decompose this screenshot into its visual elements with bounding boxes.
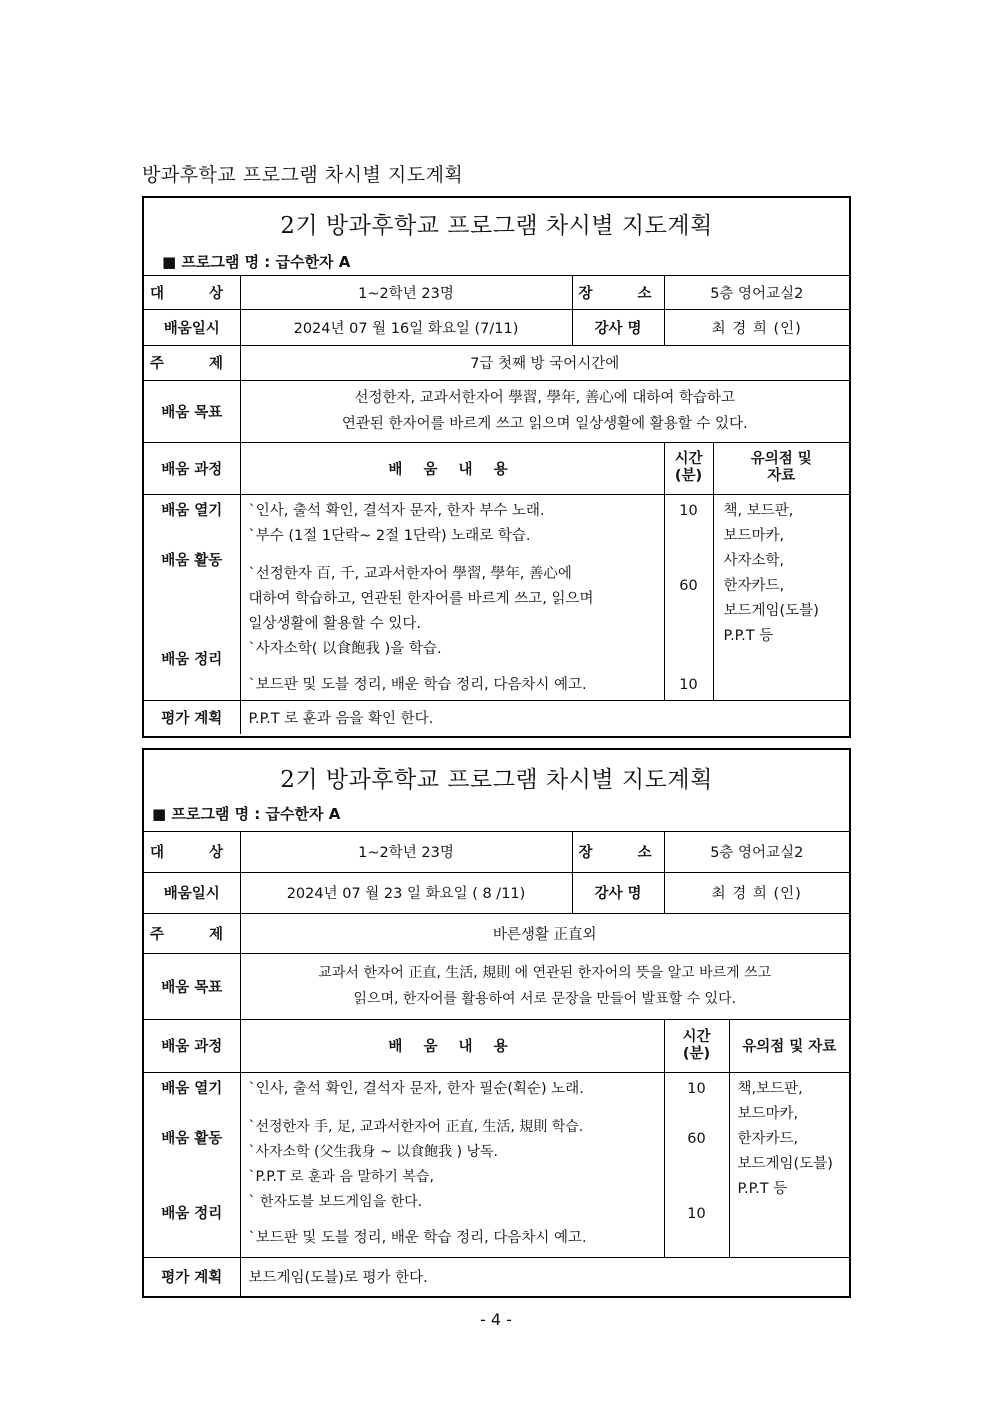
- time-label-line: (분): [682, 1045, 711, 1062]
- teacher-label: 강사 명: [572, 872, 664, 913]
- goal-value: [240, 380, 849, 442]
- content-line: 일상생활에 활용할 수 있다.: [248, 615, 422, 632]
- material-item: P.P.T 등: [737, 1180, 788, 1197]
- process-label: 배움 과정: [144, 1019, 240, 1072]
- notes-label-line: 유의점 및 자료: [742, 1039, 837, 1055]
- material-item: P.P.T 등: [723, 627, 774, 644]
- material-item: 한자카드,: [737, 1130, 799, 1147]
- content-line: `부수 (1절 1단락~ 2절 1단락) 노래로 학습.: [248, 527, 531, 544]
- target-value: 1~2학년 23명: [240, 832, 572, 872]
- time-value: 60: [679, 577, 698, 594]
- phase-contents: [240, 494, 664, 700]
- goal-line: 연관된 한자어를 바르게 쓰고 읽으며 일상생활에 활용할 수 있다.: [341, 416, 748, 432]
- target-label: 대 상: [144, 276, 240, 309]
- material-item: 책,보드판,: [737, 1080, 803, 1097]
- goal-line: 교과서 한자어 正直, 生活, 規則 에 연관된 한자어의 뜻을 알고 바르게 쓰고: [318, 965, 772, 981]
- topic-label: 주 제: [144, 345, 240, 380]
- material-item: 보드게임(도블): [737, 1155, 833, 1172]
- time-label-line: 시간: [674, 451, 703, 467]
- phase-contents: [240, 1072, 664, 1257]
- phase-times: [664, 494, 713, 700]
- content-label: 배 움 내 용: [240, 1019, 664, 1072]
- content-line: `보드판 및 도블 정리, 배운 학습 정리, 다음차시 예고.: [248, 676, 587, 693]
- plan-title: 2기 방과후학교 프로그램 차시별 지도계획: [280, 213, 713, 239]
- date-label: 배움일시: [144, 872, 240, 913]
- eval-value: 보드게임(도블)로 평가 한다.: [240, 1257, 849, 1296]
- topic-value: 7급 첫째 방 국어시간에: [240, 345, 849, 380]
- phase-label-activity: 배움 활동: [161, 552, 223, 569]
- plan-table: [144, 832, 849, 1296]
- goal-line: 읽으며, 한자어를 활용하여 서로 문장을 만들어 발표할 수 있다.: [353, 991, 737, 1007]
- phase-label-open: 배움 열기: [161, 1080, 223, 1097]
- place-value: 5층 영어교실2: [664, 832, 849, 872]
- document-heading: 방과후학교 프로그램 차시별 지도계획: [142, 164, 464, 186]
- material-item: 책, 보드판,: [723, 502, 794, 519]
- time-value: 10: [687, 1080, 706, 1097]
- eval-value: P.P.T 로 훈과 음을 확인 한다.: [240, 700, 849, 734]
- time-value: 60: [687, 1130, 706, 1147]
- phase-label-close: 배움 정리: [161, 651, 223, 668]
- target-value: 1~2학년 23명: [240, 276, 572, 309]
- teacher-value: 최 경 희 (인): [664, 309, 849, 345]
- goal-label: 배움 목표: [144, 380, 240, 442]
- place-label: 장 소: [572, 832, 664, 872]
- notes-label-line: 유의점 및: [750, 451, 812, 467]
- date-label: 배움일시: [144, 309, 240, 345]
- date-value: 2024년 07 월 23 일 화요일 ( 8 /11): [240, 872, 572, 913]
- date-value: 2024년 07 월 16일 화요일 (7/11): [240, 309, 572, 345]
- materials: [729, 1072, 849, 1257]
- content-line: `사자소학 (父生我身 ~ 以食飽我 ) 낭독.: [248, 1143, 498, 1160]
- place-label: 장 소: [572, 276, 664, 309]
- content-line: `사자소학( 以食飽我 )을 학습.: [248, 640, 442, 657]
- content-line: `P.P.T 로 훈과 음 말하기 복습,: [248, 1168, 434, 1185]
- phase-label-activity: 배움 활동: [161, 1130, 223, 1147]
- goal-label: 배움 목표: [144, 953, 240, 1019]
- place-value: 5층 영어교실2: [664, 276, 849, 309]
- time-label-line: 시간: [682, 1028, 711, 1045]
- material-item: 한자카드,: [723, 577, 785, 594]
- phase-labels: [144, 1072, 240, 1257]
- process-label: 배움 과정: [144, 442, 240, 494]
- lesson-plan-2: [142, 748, 851, 1298]
- time-value: 10: [687, 1205, 706, 1222]
- time-label: [664, 1019, 729, 1072]
- material-item: 사자소학,: [723, 552, 785, 569]
- phase-label-open: 배움 열기: [161, 502, 223, 519]
- material-item: 보드마카,: [723, 527, 785, 544]
- notes-label: [713, 442, 849, 494]
- time-value: 10: [679, 502, 698, 519]
- material-item: 보드마카,: [737, 1105, 799, 1122]
- plan-table: [144, 276, 849, 734]
- content-line: `선정한자 手, 足, 교과서한자어 正直, 生活, 規則 학습.: [248, 1118, 584, 1135]
- content-line: `보드판 및 도블 정리, 배운 학습 정리, 다음차시 예고.: [248, 1229, 587, 1246]
- topic-value: 바른생활 正直외: [240, 913, 849, 953]
- content-line: ` 한자도블 보드게임을 한다.: [248, 1193, 423, 1210]
- eval-label: 평가 계획: [144, 700, 240, 734]
- content-line: `선정한자 百, 千, 교과서한자어 學習, 學年, 善心에: [248, 565, 572, 582]
- plan-title: 2기 방과후학교 프로그램 차시별 지도계획: [280, 767, 713, 793]
- time-label-line: (분): [674, 468, 703, 484]
- target-label: 대 상: [144, 832, 240, 872]
- materials: [713, 494, 849, 700]
- plan-header: [144, 198, 849, 276]
- goal-line: 선정한자, 교과서한자어 學習, 學年, 善心에 대하여 학습하고: [354, 390, 736, 406]
- teacher-label: 강사 명: [572, 309, 664, 345]
- plan-header: [144, 750, 849, 832]
- page-number: - 4 -: [480, 1310, 512, 1329]
- content-line: `인사, 출석 확인, 결석자 문자, 한자 부수 노래.: [248, 502, 545, 519]
- program-name: ■ 프로그램 명 : 급수한자 A: [152, 805, 341, 823]
- lesson-plan-1: [142, 196, 851, 738]
- time-label: [664, 442, 713, 494]
- topic-label: 주 제: [144, 913, 240, 953]
- material-item: 보드게임(도블): [723, 602, 819, 619]
- content-line: 대하여 학습하고, 연관된 한자어를 바르게 쓰고, 읽으며: [248, 590, 594, 607]
- notes-label: [729, 1019, 849, 1072]
- content-label: 배 움 내 용: [240, 442, 664, 494]
- goal-value: [240, 953, 849, 1019]
- content-line: `인사, 출석 확인, 결석자 문자, 한자 필순(획순) 노래.: [248, 1080, 584, 1097]
- phase-times: [664, 1072, 729, 1257]
- phase-labels: [144, 494, 240, 700]
- teacher-value: 최 경 희 (인): [664, 872, 849, 913]
- time-value: 10: [679, 676, 698, 693]
- notes-label-line: 자료: [767, 468, 796, 484]
- program-name: ■ 프로그램 명 : 급수한자 A: [162, 253, 351, 271]
- eval-label: 평가 계획: [144, 1257, 240, 1296]
- phase-label-close: 배움 정리: [161, 1205, 223, 1222]
